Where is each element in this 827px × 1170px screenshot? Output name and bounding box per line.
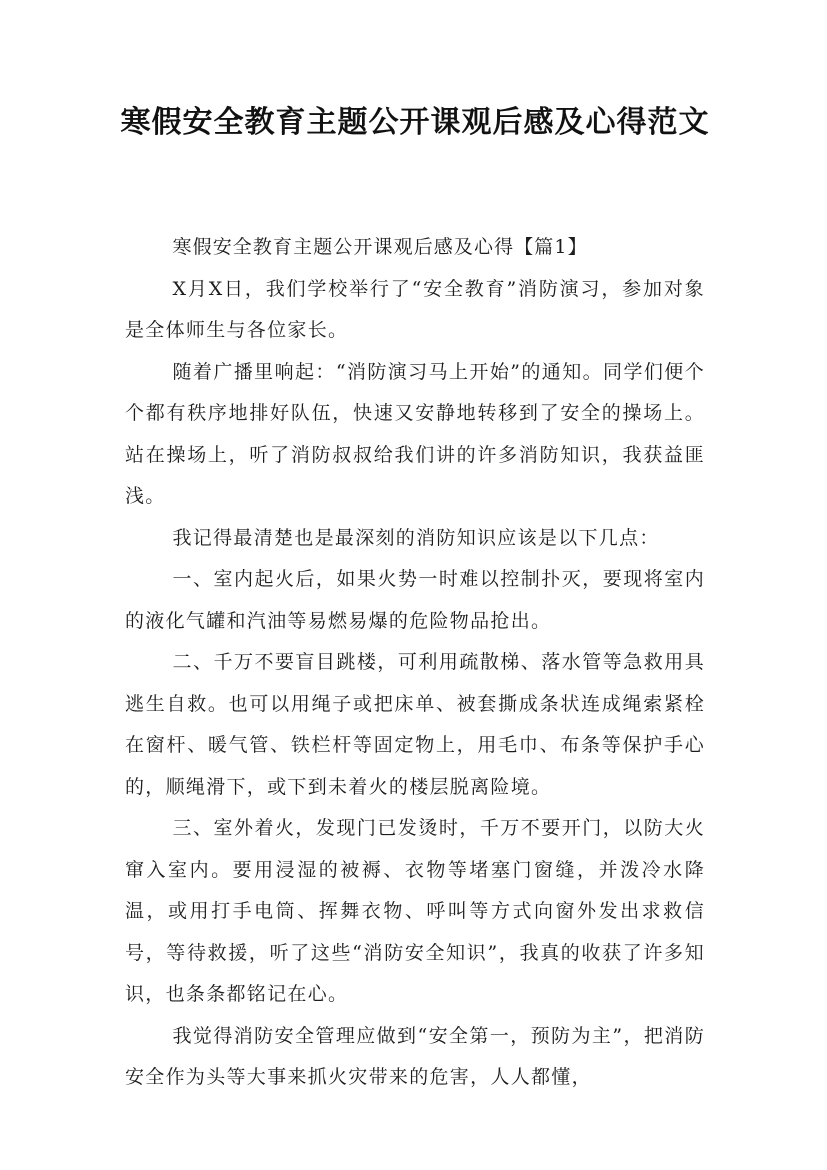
paragraph-key-points: 我记得最清楚也是最深刻的消防知识应该是以下几点： [172,526,660,549]
paragraph-conclusion: 我觉得消防安全管理应做到“安全第一，预防为主”，把消防安全作为头等大事来抓火灾带来的危害，人人都懂， [125,1024,705,1088]
paragraph-intro: X月X日，我们学校举行了“安全教育”消防演习，参加对象是全体师生与各位家长。 [125,277,705,341]
document-body [125,227,705,1099]
section-heading: 寒假安全教育主题公开课观后感及心得【篇1】 [172,236,588,258]
document-title: 寒假安全教育主题公开课观后感及心得范文 [120,105,710,140]
paragraph-broadcast: 随着广播里响起：“消防演习马上开始”的通知。同学们便个个都有秩序地排好队伍，快速又安静地转移到了安全的操场上。站在操场上，听了消防叔叔给我们讲的许多消防知识，我获益匪浅。 [125,360,705,507]
paragraph-point-two: 二、千万不要盲目跳楼，可利用疏散梯、落水管等急救用具逃生自救。也可以用绳子或把床单、被套撕成条状连成绳索紧栓在窗杆、暖气管、铁栏杆等固定物上，用毛巾、布条等保护手心的，顺绳滑下，或下到未着火的楼层脱离险境。 [125,651,705,798]
paragraph-point-three: 三、室外着火，发现门已发烫时，千万不要开门，以防大火窜入室内。要用浸湿的被褥、衣物等堵塞门窗缝，并泼冷水降温，或用打手电筒、挥舞衣物、呼叫等方式向窗外发出求救信号，等待救援，听了这些“消防安全知识”，我真的收获了许多知识，也条条都铭记在心。 [125,817,705,1005]
paragraph-point-one: 一、室内起火后，如果火势一时难以控制扑灭，要现将室内的液化气罐和汽油等易燃易爆的危险物品抢出。 [125,568,705,632]
